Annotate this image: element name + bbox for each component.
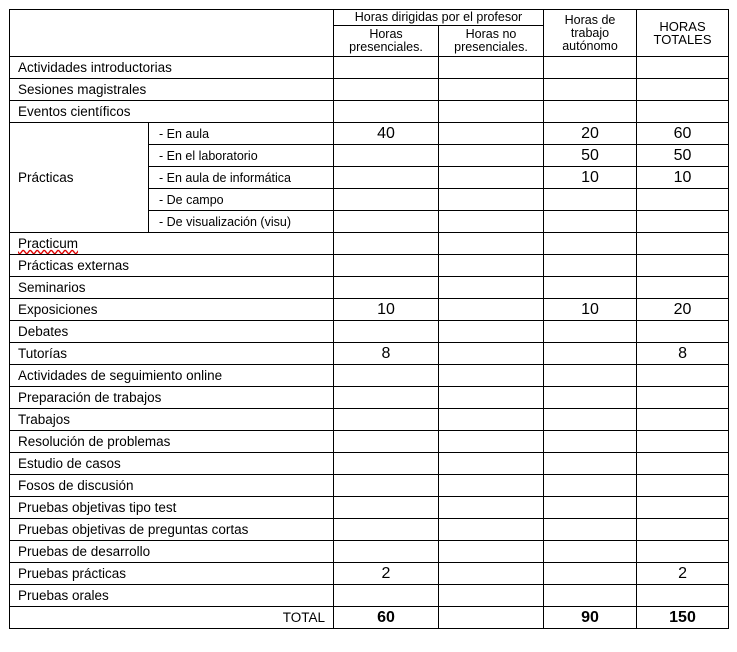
cell-autonomo: 20 xyxy=(544,123,637,145)
cell-presenciales: 10 xyxy=(334,299,439,321)
sub-row-label: - De visualización (visu) xyxy=(149,211,334,233)
cell xyxy=(637,321,729,343)
cell xyxy=(334,387,439,409)
cell xyxy=(439,145,544,167)
cell xyxy=(439,365,544,387)
table-row xyxy=(10,519,729,541)
cell-presenciales: 8 xyxy=(334,343,439,365)
cell xyxy=(544,343,637,365)
cell xyxy=(637,541,729,563)
cell xyxy=(637,79,729,101)
cell xyxy=(334,211,439,233)
cell xyxy=(439,387,544,409)
table-row xyxy=(10,277,729,299)
cell-total: 50 xyxy=(637,145,729,167)
header-group-directed: Horas dirigidas por el profesor xyxy=(334,10,544,26)
cell xyxy=(544,189,637,211)
cell xyxy=(544,79,637,101)
cell xyxy=(637,387,729,409)
cell xyxy=(439,475,544,497)
cell xyxy=(544,101,637,123)
sub-row-label: - En el laboratorio xyxy=(149,145,334,167)
cell xyxy=(544,365,637,387)
table-row xyxy=(10,497,729,519)
cell xyxy=(544,585,637,607)
cell xyxy=(334,79,439,101)
cell xyxy=(439,299,544,321)
cell-autonomo: 10 xyxy=(544,167,637,189)
row-label: Pruebas de desarrollo xyxy=(10,541,334,563)
table-row xyxy=(10,453,729,475)
cell xyxy=(637,431,729,453)
cell xyxy=(439,321,544,343)
cell xyxy=(544,57,637,79)
cell xyxy=(637,409,729,431)
table-row xyxy=(10,123,729,145)
cell-autonomo: 10 xyxy=(544,299,637,321)
row-label: Resolución de problemas xyxy=(10,431,334,453)
cell xyxy=(637,211,729,233)
cell xyxy=(439,563,544,585)
cell xyxy=(439,79,544,101)
row-label: Tutorías xyxy=(10,343,334,365)
practicum-text: Practicum xyxy=(18,236,79,251)
cell xyxy=(637,497,729,519)
cell xyxy=(334,365,439,387)
row-label: Actividades introductorias xyxy=(10,57,334,79)
table-row xyxy=(10,343,729,365)
row-label: Preparación de trabajos xyxy=(10,387,334,409)
cell xyxy=(544,409,637,431)
table-row xyxy=(10,57,729,79)
table-row xyxy=(10,365,729,387)
table-row xyxy=(10,101,729,123)
cell-presenciales: 2 xyxy=(334,563,439,585)
table-row xyxy=(10,475,729,497)
cell xyxy=(637,255,729,277)
table-row xyxy=(10,79,729,101)
cell xyxy=(544,431,637,453)
cell xyxy=(334,57,439,79)
row-label: Seminarios xyxy=(10,277,334,299)
cell xyxy=(637,233,729,255)
row-label: Pruebas prácticas xyxy=(10,563,334,585)
cell xyxy=(439,255,544,277)
cell xyxy=(544,563,637,585)
table-row xyxy=(10,431,729,453)
cell xyxy=(544,519,637,541)
total-autonomo: 90 xyxy=(544,607,637,629)
row-label: Debates xyxy=(10,321,334,343)
cell xyxy=(334,475,439,497)
cell xyxy=(439,57,544,79)
cell xyxy=(334,255,439,277)
cell xyxy=(334,431,439,453)
cell-presenciales: 40 xyxy=(334,123,439,145)
table-row xyxy=(10,299,729,321)
cell xyxy=(334,233,439,255)
hours-table xyxy=(9,9,729,629)
cell xyxy=(334,409,439,431)
row-label: Pruebas objetivas tipo test xyxy=(10,497,334,519)
cell xyxy=(637,475,729,497)
cell xyxy=(439,431,544,453)
sub-row-label: - En aula xyxy=(149,123,334,145)
table-row xyxy=(10,255,729,277)
total-row xyxy=(10,607,729,629)
row-label: Eventos científicos xyxy=(10,101,334,123)
header-totales: HORAS TOTALES xyxy=(637,10,729,57)
cell xyxy=(637,519,729,541)
cell xyxy=(439,123,544,145)
total-horas: 150 xyxy=(637,607,729,629)
cell xyxy=(544,277,637,299)
cell-total: 2 xyxy=(637,563,729,585)
row-label: Actividades de seguimiento online xyxy=(10,365,334,387)
total-presenciales: 60 xyxy=(334,607,439,629)
table-row xyxy=(10,321,729,343)
cell xyxy=(637,365,729,387)
cell xyxy=(334,167,439,189)
cell xyxy=(439,497,544,519)
row-label: Fosos de discusión xyxy=(10,475,334,497)
cell xyxy=(544,541,637,563)
cell xyxy=(334,519,439,541)
row-label: Sesiones magistrales xyxy=(10,79,334,101)
practicas-label: Prácticas xyxy=(10,123,149,233)
cell xyxy=(439,101,544,123)
row-label: Estudio de casos xyxy=(10,453,334,475)
cell xyxy=(544,233,637,255)
cell xyxy=(334,497,439,519)
table-row xyxy=(10,563,729,585)
table-row xyxy=(10,233,729,255)
cell xyxy=(637,57,729,79)
cell xyxy=(439,343,544,365)
cell xyxy=(544,321,637,343)
table-row xyxy=(10,387,729,409)
cell xyxy=(637,585,729,607)
row-label: Prácticas externas xyxy=(10,255,334,277)
header-no-presenciales: Horas no presenciales. xyxy=(439,26,544,57)
cell xyxy=(439,211,544,233)
cell xyxy=(439,233,544,255)
table-row xyxy=(10,585,729,607)
header-autonomo: Horas de trabajo autónomo xyxy=(544,10,637,57)
cell xyxy=(637,453,729,475)
sub-row-label: - En aula de informática xyxy=(149,167,334,189)
cell xyxy=(439,585,544,607)
cell xyxy=(439,519,544,541)
cell xyxy=(439,453,544,475)
cell xyxy=(334,189,439,211)
cell xyxy=(334,585,439,607)
cell xyxy=(637,189,729,211)
cell xyxy=(544,387,637,409)
cell xyxy=(439,189,544,211)
cell xyxy=(439,541,544,563)
row-label: Exposiciones xyxy=(10,299,334,321)
row-label: Trabajos xyxy=(10,409,334,431)
cell xyxy=(544,475,637,497)
cell xyxy=(544,255,637,277)
cell xyxy=(544,211,637,233)
cell xyxy=(637,101,729,123)
row-label: Pruebas orales xyxy=(10,585,334,607)
cell xyxy=(334,453,439,475)
row-label xyxy=(10,233,334,255)
cell xyxy=(544,453,637,475)
cell xyxy=(334,541,439,563)
cell xyxy=(544,497,637,519)
cell-total: 60 xyxy=(637,123,729,145)
cell xyxy=(439,277,544,299)
table-row xyxy=(10,409,729,431)
cell xyxy=(439,607,544,629)
total-label: TOTAL xyxy=(10,607,334,629)
sub-row-label: - De campo xyxy=(149,189,334,211)
cell xyxy=(637,277,729,299)
table-row xyxy=(10,541,729,563)
cell xyxy=(439,167,544,189)
cell-total: 20 xyxy=(637,299,729,321)
header-empty-cell xyxy=(10,10,334,57)
cell xyxy=(334,101,439,123)
cell xyxy=(334,321,439,343)
cell-total: 10 xyxy=(637,167,729,189)
header-presenciales: Horas presenciales. xyxy=(334,26,439,57)
row-label: Pruebas objetivas de preguntas cortas xyxy=(10,519,334,541)
cell-total: 8 xyxy=(637,343,729,365)
cell xyxy=(439,409,544,431)
cell xyxy=(334,277,439,299)
cell xyxy=(334,145,439,167)
cell-autonomo: 50 xyxy=(544,145,637,167)
